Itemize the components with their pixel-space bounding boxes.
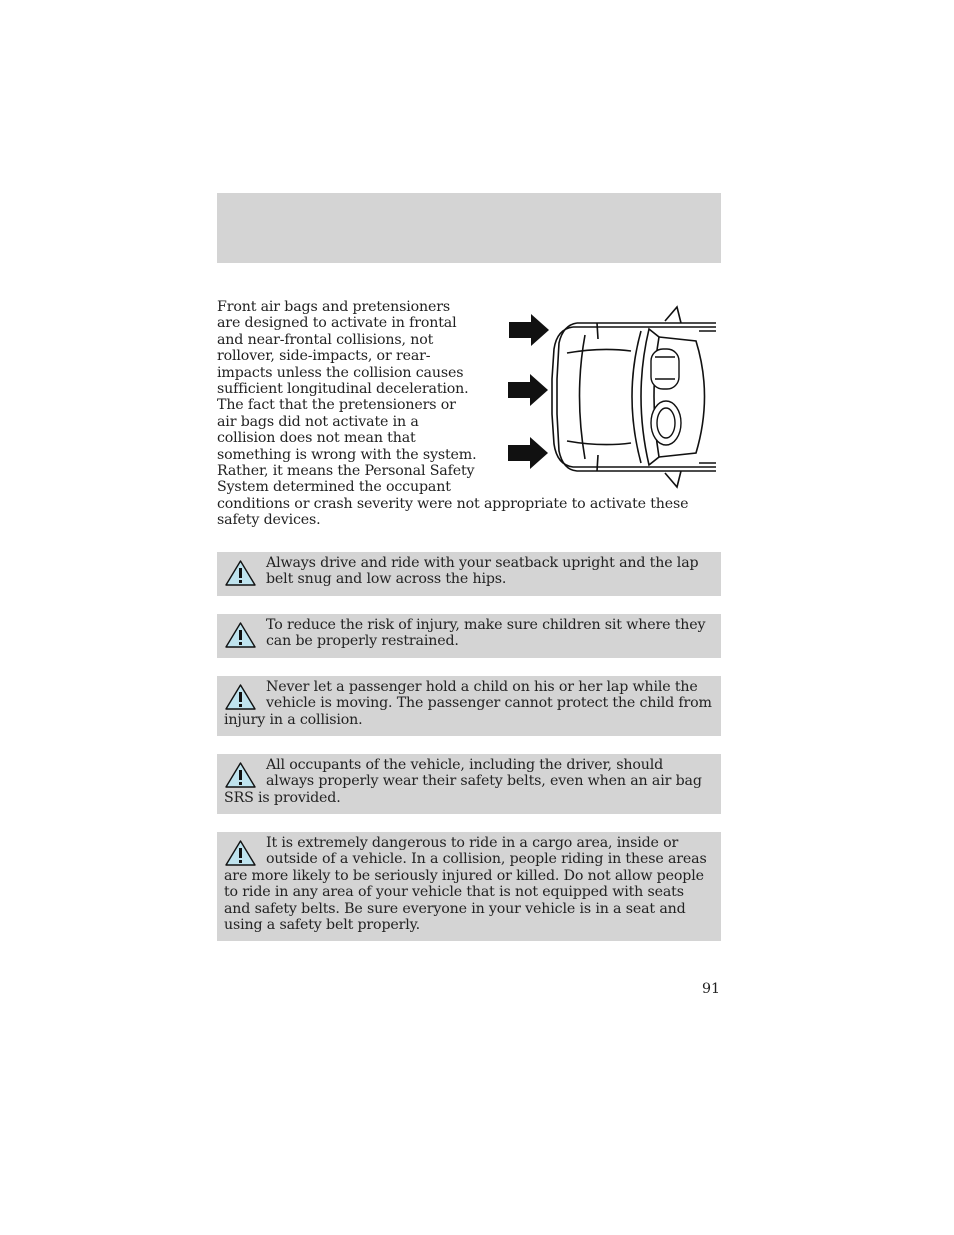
seat-icon bbox=[651, 349, 679, 389]
warning-text: Always drive and ride with your seatback upright and the lap belt snug and low across the hips. bbox=[266, 555, 699, 588]
header-band bbox=[217, 193, 721, 263]
warning-text: Never let a passenger hold a child on his or her lap while the vehicle is moving. The passenger cannot protect the child from injury in a collision. bbox=[224, 679, 712, 728]
warning-text: All occupants of the vehicle, including the driver, should always properly wear their safety belts, even when an air bag SRS is provided. bbox=[224, 757, 702, 806]
page-number: 91 bbox=[701, 981, 720, 997]
impact-arrow-icon bbox=[509, 314, 549, 346]
warning-triangle-icon bbox=[224, 761, 257, 789]
warning-box bbox=[217, 676, 721, 736]
warning-box bbox=[217, 552, 721, 596]
warning-box bbox=[217, 614, 721, 658]
intro-section bbox=[217, 299, 721, 529]
warning-text: To reduce the risk of injury, make sure children sit where they can be properly restrained. bbox=[266, 617, 706, 650]
impact-arrow-icon bbox=[508, 374, 548, 406]
warning-triangle-icon bbox=[224, 559, 257, 587]
warning-text: It is extremely dangerous to ride in a cargo area, inside or outside of a vehicle. In a collision, people riding in these areas are more likely to be seriously injured or killed. Do not allow people to ride in any area of your vehicle that is not equipped with seats and safety belts. Be sure everyone in your vehicle is in a seat and using a safety belt properly. bbox=[224, 835, 707, 934]
warning-triangle-icon bbox=[224, 839, 257, 867]
car-top-view-icon bbox=[481, 299, 721, 491]
warning-box bbox=[217, 832, 721, 941]
seat-icon bbox=[651, 401, 681, 445]
warning-box bbox=[217, 754, 721, 814]
car-impact-illustration bbox=[481, 299, 721, 491]
warning-triangle-icon bbox=[224, 683, 257, 711]
impact-arrow-icon bbox=[508, 437, 548, 469]
intro-paragraph: Front air bags and pretensioners are designed to activate in frontal and near-frontal collisions, not rollover, side-impacts, or rear-impacts unless the collision causes sufficient longitudinal deceleration. The fact that the pretensioners or air bags did not activate in a collision does not mean that something is wrong with the system. Rather, it means the Personal Safety System determined the occupant conditions or crash severity were not appropriate to activate these safety devices. bbox=[217, 299, 689, 529]
warning-triangle-icon bbox=[224, 621, 257, 649]
car-body-icon bbox=[552, 307, 716, 487]
